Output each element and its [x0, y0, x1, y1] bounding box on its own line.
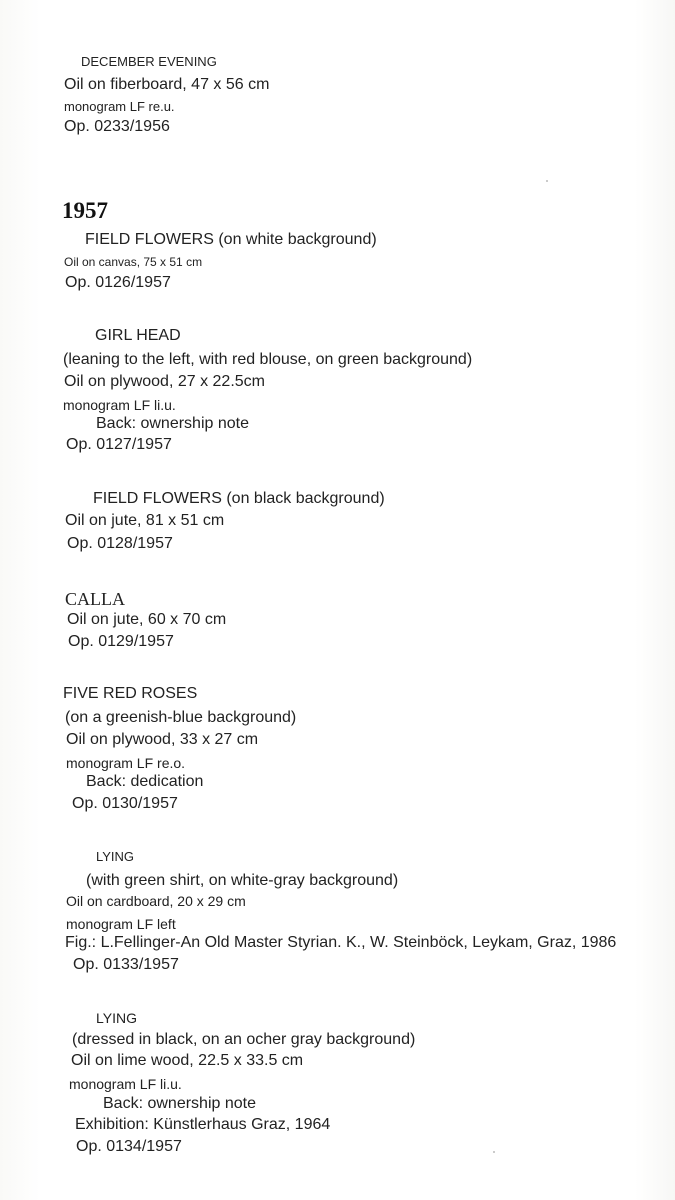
- entry-opus: Op. 0128/1957: [67, 535, 173, 552]
- entry-exhibition: Exhibition: Künstlerhaus Graz, 1964: [75, 1116, 331, 1133]
- entry-title: FIELD FLOWERS (on black background): [93, 490, 385, 507]
- entry-subtitle: (with green shirt, on white-gray background): [86, 872, 399, 889]
- entry-medium: Oil on plywood, 27 x 22.5cm: [64, 373, 265, 390]
- entry-medium: Oil on fiberboard, 47 x 56 cm: [64, 76, 270, 93]
- entry-figure-reference: Fig.: L.Fellinger-An Old Master Styrian. K., W. Steinböck, Leykam, Graz, 1986: [65, 934, 617, 951]
- scan-speck: [493, 1151, 495, 1153]
- entry-medium: Oil on canvas, 75 x 51 cm: [64, 255, 203, 269]
- entry-medium: Oil on jute, 81 x 51 cm: [65, 512, 225, 529]
- entry-back-note: Back: ownership note: [96, 415, 249, 432]
- entry-title: GIRL HEAD: [95, 327, 181, 344]
- entry-opus: Op. 0127/1957: [66, 436, 172, 453]
- entry-title: FIELD FLOWERS (on white background): [85, 231, 377, 248]
- entry-title: DECEMBER EVENING: [81, 54, 217, 69]
- entry-signature: monogram LF li.u.: [63, 397, 176, 413]
- entry-opus: Op. 0233/1956: [64, 118, 170, 135]
- entry-medium: Oil on lime wood, 22.5 x 33.5 cm: [71, 1052, 304, 1069]
- entry-opus: Op. 0134/1957: [76, 1138, 182, 1155]
- entry-medium: Oil on jute, 60 x 70 cm: [67, 611, 227, 628]
- entry-title: FIVE RED ROSES: [63, 685, 198, 702]
- entry-back-note: Back: dedication: [86, 773, 204, 790]
- entry-medium: Oil on cardboard, 20 x 29 cm: [66, 893, 246, 909]
- entry-back-note: Back: ownership note: [103, 1095, 256, 1112]
- year-heading: 1957: [62, 198, 108, 223]
- scan-speck: [546, 180, 548, 182]
- entry-opus: Op. 0129/1957: [68, 633, 174, 650]
- entry-title: CALLA: [65, 589, 125, 609]
- entry-opus: Op. 0126/1957: [65, 274, 171, 291]
- entry-signature: monogram LF re.o.: [66, 755, 186, 771]
- entry-title: LYING: [96, 1010, 137, 1026]
- entry-title: LYING: [96, 849, 135, 864]
- entry-opus: Op. 0133/1957: [73, 956, 179, 973]
- entry-subtitle: (dressed in black, on an ocher gray background): [72, 1031, 416, 1048]
- entry-signature: monogram LF re.u.: [64, 99, 175, 114]
- entry-subtitle: (leaning to the left, with red blouse, on green background): [63, 351, 473, 368]
- entry-opus: Op. 0130/1957: [72, 795, 178, 812]
- entry-subtitle: (on a greenish-blue background): [65, 709, 297, 726]
- entry-signature: monogram LF li.u.: [69, 1076, 182, 1092]
- entry-medium: Oil on plywood, 33 x 27 cm: [66, 731, 259, 748]
- entry-signature: monogram LF left: [66, 916, 176, 932]
